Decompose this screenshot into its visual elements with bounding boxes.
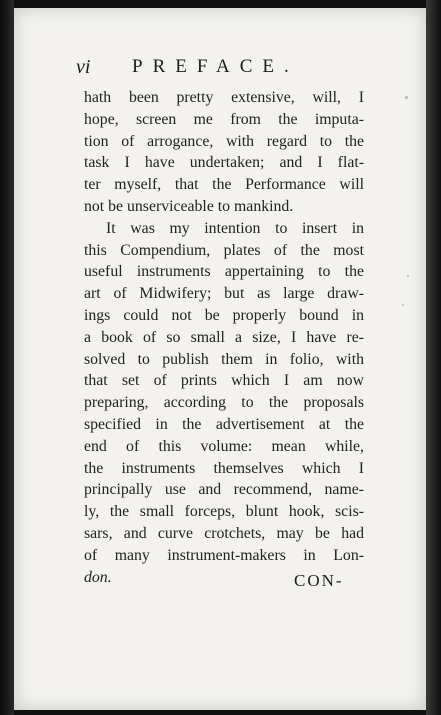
text-line: tion of arrogance, with regard to the bbox=[84, 132, 364, 150]
text-line: not be unserviceable to mankind. bbox=[84, 197, 294, 215]
text-line: specified in the advertisement at the bbox=[84, 415, 364, 433]
text-line: this Compendium, plates of the most bbox=[84, 241, 364, 259]
text-line: art of Midwifery; but as large draw- bbox=[84, 285, 364, 303]
text-line: hope, screen me from the imputa- bbox=[84, 110, 364, 128]
text-line: It was my intention to insert in bbox=[106, 219, 364, 237]
text-line: principally use and recommend, name- bbox=[84, 481, 364, 499]
text-line: task I have undertaken; and I flat- bbox=[84, 154, 364, 172]
running-head-title: PREFACE. bbox=[132, 56, 299, 77]
paragraph-2 bbox=[84, 218, 364, 589]
preface-body-text bbox=[84, 87, 364, 588]
left-book-gutter bbox=[0, 0, 14, 715]
right-book-edge bbox=[426, 0, 441, 715]
text-line: a book of so small a size, I have re- bbox=[84, 328, 364, 346]
text-line: of many instrument-makers in Lon- bbox=[84, 546, 364, 564]
text-line: hath been pretty extensive, will, I bbox=[84, 89, 364, 106]
text-line: solved to publish them in folio, with bbox=[84, 350, 364, 368]
paragraph-1 bbox=[84, 87, 364, 218]
text-line: sars, and curve crotchets, may be had bbox=[84, 524, 364, 542]
paper-speck bbox=[402, 304, 404, 306]
text-line: ings could not be properly bound in bbox=[84, 306, 364, 324]
text-line: that set of prints which I am now bbox=[84, 372, 364, 390]
catchword: CON- bbox=[294, 571, 344, 590]
text-line: don. bbox=[84, 568, 112, 586]
paper-speck bbox=[407, 275, 409, 277]
page-header bbox=[76, 56, 308, 78]
text-line: preparing, according to the proposals bbox=[84, 394, 364, 412]
page-number: vi bbox=[76, 56, 91, 78]
text-line: end of this volume: mean while, bbox=[84, 437, 364, 455]
text-line: ly, the small forceps, blunt hook, scis- bbox=[84, 503, 364, 521]
text-line: the instruments themselves which I bbox=[84, 459, 364, 477]
text-line: useful instruments appertaining to the bbox=[84, 263, 364, 281]
text-line: ter myself, that the Performance will bbox=[84, 176, 364, 194]
paper-speck bbox=[405, 96, 408, 99]
